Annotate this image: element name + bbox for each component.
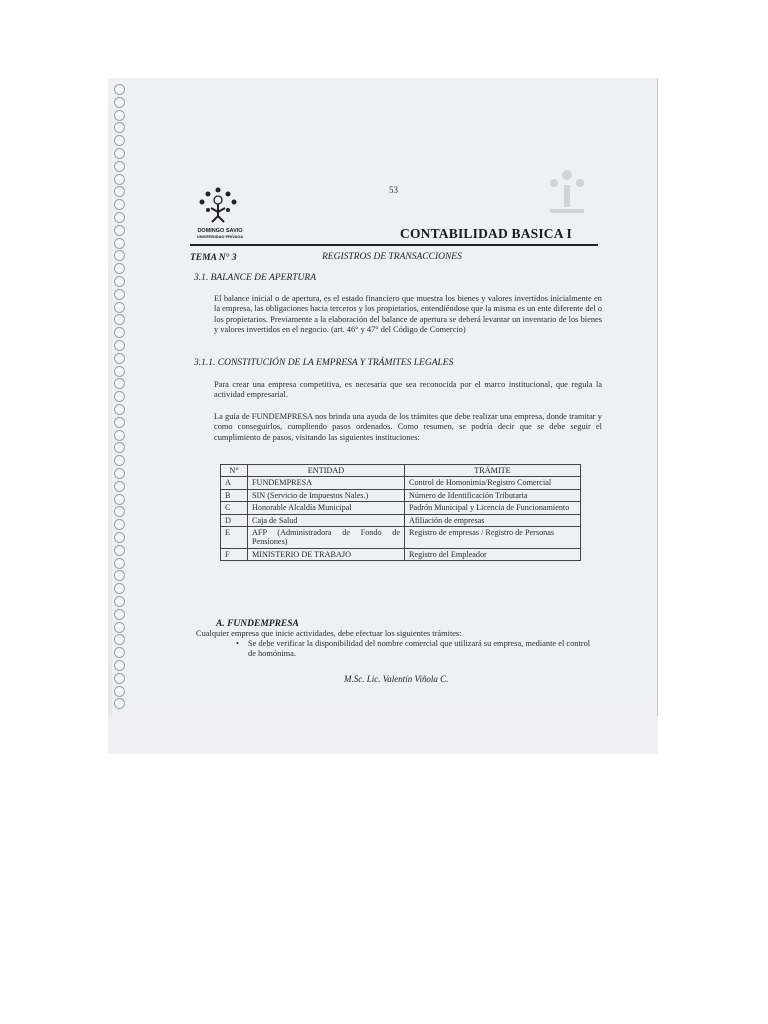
spiral-ring bbox=[114, 366, 125, 377]
row-tramite: Padrón Municipal y Licencia de Funcionamiento bbox=[405, 502, 581, 514]
header-tramite: TRÁMITE bbox=[405, 465, 581, 477]
spiral-ring bbox=[114, 122, 125, 133]
constitucion-paragraph-1: Para crear una empresa competitiva, es necesaria que sea reconocida por el marco institucional, que regula la actividad empresarial. bbox=[214, 380, 602, 400]
constitucion-paragraph-2: La guía de FUNDEMPRESA nos brinda una ayuda de los trámites que debe realizar una empresa, donde tramitar y como conseguirlos, cumpliendo pasos ordenados. Como resumen, se podría decir que se debe seguir el cumplimiento de pasos, visitando las siguientes instituciones: bbox=[214, 412, 602, 442]
spiral-ring bbox=[114, 622, 125, 633]
spiral-ring bbox=[114, 238, 125, 249]
spiral-ring bbox=[114, 698, 125, 709]
row-number: D bbox=[221, 514, 248, 526]
spiral-ring bbox=[114, 583, 125, 594]
bullet-marker: • bbox=[236, 639, 239, 648]
tema-title: REGISTROS DE TRANSACCIONES bbox=[322, 252, 462, 262]
spiral-ring bbox=[114, 660, 125, 671]
row-number: C bbox=[221, 502, 248, 514]
spiral-ring bbox=[114, 468, 125, 479]
spiral-ring bbox=[114, 225, 125, 236]
row-entidad: AFP (Administradora de Fondo de Pensiones) bbox=[248, 527, 405, 549]
table-row bbox=[221, 548, 581, 560]
spiral-ring bbox=[114, 673, 125, 684]
logo-label bbox=[190, 228, 250, 240]
fundempresa-heading: A. FUNDEMPRESA bbox=[216, 619, 299, 629]
header-entidad: ENTIDAD bbox=[248, 465, 405, 477]
header-number: N° bbox=[221, 465, 248, 477]
spiral-ring bbox=[114, 519, 125, 530]
spiral-ring bbox=[114, 404, 125, 415]
spiral-ring bbox=[114, 289, 125, 300]
spiral-ring bbox=[114, 596, 125, 607]
spiral-ring bbox=[114, 532, 125, 543]
spiral-ring bbox=[114, 609, 125, 620]
spiral-ring bbox=[114, 161, 125, 172]
spiral-ring bbox=[114, 442, 125, 453]
spiral-ring bbox=[114, 634, 125, 645]
spiral-ring bbox=[114, 558, 125, 569]
spiral-ring bbox=[114, 97, 125, 108]
row-number: F bbox=[221, 548, 248, 560]
university-logo bbox=[194, 186, 242, 226]
document-page bbox=[112, 78, 658, 718]
spiral-ring bbox=[114, 186, 125, 197]
table-row bbox=[221, 502, 581, 514]
spiral-ring bbox=[114, 250, 125, 261]
bullet-text: Se debe verificar la disponibilidad del nombre comercial que utilizará su empresa, mediante el control de homónima. bbox=[248, 639, 591, 659]
row-tramite: Registro del Empleador bbox=[405, 548, 581, 560]
row-entidad: Honorable Alcaldía Municipal bbox=[248, 502, 405, 514]
title-rule bbox=[190, 244, 598, 246]
section-heading-constitucion: 3.1.1. CONSTITUCIÓN DE LA EMPRESA Y TRÁMITES LEGALES bbox=[194, 358, 454, 368]
spiral-ring bbox=[114, 430, 125, 441]
spiral-ring bbox=[114, 199, 125, 210]
row-number: A bbox=[221, 477, 248, 489]
tema-label: TEMA N° 3 bbox=[190, 253, 237, 263]
show-through-logo bbox=[532, 163, 602, 223]
spiral-ring bbox=[114, 353, 125, 364]
row-number: E bbox=[221, 527, 248, 549]
row-entidad: Caja de Salud bbox=[248, 514, 405, 526]
page-number: 53 bbox=[389, 185, 398, 195]
spiral-ring bbox=[114, 84, 125, 95]
spiral-ring bbox=[114, 506, 125, 517]
spiral-ring bbox=[114, 327, 125, 338]
balance-paragraph: El balance inicial o de apertura, es el estado financiero que muestra los bienes y valores invertidos inicialmente en la empresa, las obligaciones hacia terceros y los propietarios, entendiéndose que la misma es un ente diferente del o los propietarios. Previamente a la elaboración del balance de apertura se deberá levantar un inventario de los bienes y valores invertidos en el negocio. (art. 46° y 47° del Código de Comercio) bbox=[214, 294, 602, 335]
spiral-ring bbox=[114, 570, 125, 581]
fundempresa-intro: Cualquier empresa que inicie actividades, debe efectuar los siguientes trámites: bbox=[196, 629, 462, 638]
photo-bottom-edge bbox=[108, 716, 658, 754]
table-row bbox=[221, 527, 581, 549]
spiral-ring bbox=[114, 481, 125, 492]
row-number: B bbox=[221, 489, 248, 501]
row-tramite: Número de Identificación Tributaria bbox=[405, 489, 581, 501]
spiral-ring bbox=[114, 148, 125, 159]
logo-subtitle: UNIVERSIDAD PRIVADA bbox=[196, 234, 244, 239]
spiral-ring bbox=[114, 314, 125, 325]
spiral-ring bbox=[114, 276, 125, 287]
spiral-ring bbox=[114, 174, 125, 185]
spiral-ring bbox=[114, 391, 125, 402]
table-row bbox=[221, 477, 581, 489]
spiral-ring bbox=[114, 110, 125, 121]
spiral-ring bbox=[114, 340, 125, 351]
table-header-row bbox=[221, 465, 581, 477]
spiral-ring bbox=[114, 494, 125, 505]
spiral-ring bbox=[114, 647, 125, 658]
photographed-page bbox=[108, 78, 658, 754]
table-row bbox=[221, 514, 581, 526]
author-signature: M.Sc. Lic. Valentín Viñola C. bbox=[344, 674, 449, 684]
row-entidad: MINISTERIO DE TRABAJO bbox=[248, 548, 405, 560]
spiral-ring bbox=[114, 263, 125, 274]
row-tramite: Afiliación de empresas bbox=[405, 514, 581, 526]
spiral-ring bbox=[114, 135, 125, 146]
logo-name: DOMINGO SAVIO bbox=[197, 228, 243, 234]
table-row bbox=[221, 489, 581, 501]
spiral-ring bbox=[114, 545, 125, 556]
institutions-table bbox=[220, 464, 581, 561]
spiral-ring bbox=[114, 212, 125, 223]
course-title: CONTABILIDAD BASICA I bbox=[400, 226, 572, 241]
spiral-ring bbox=[114, 686, 125, 697]
section-heading-balance: 3.1. BALANCE DE APERTURA bbox=[194, 273, 316, 283]
spiral-ring bbox=[114, 302, 125, 313]
row-entidad: SIN (Servicio de Impuestos Nales.) bbox=[248, 489, 405, 501]
row-entidad: FUNDEMPRESA bbox=[248, 477, 405, 489]
row-tramite: Registro de empresas / Registro de Personas bbox=[405, 527, 581, 549]
spiral-binding bbox=[112, 84, 128, 714]
spiral-ring bbox=[114, 378, 125, 389]
row-tramite: Control de Homonimia/Registro Comercial bbox=[405, 477, 581, 489]
spiral-ring bbox=[114, 455, 125, 466]
spiral-ring bbox=[114, 417, 125, 428]
